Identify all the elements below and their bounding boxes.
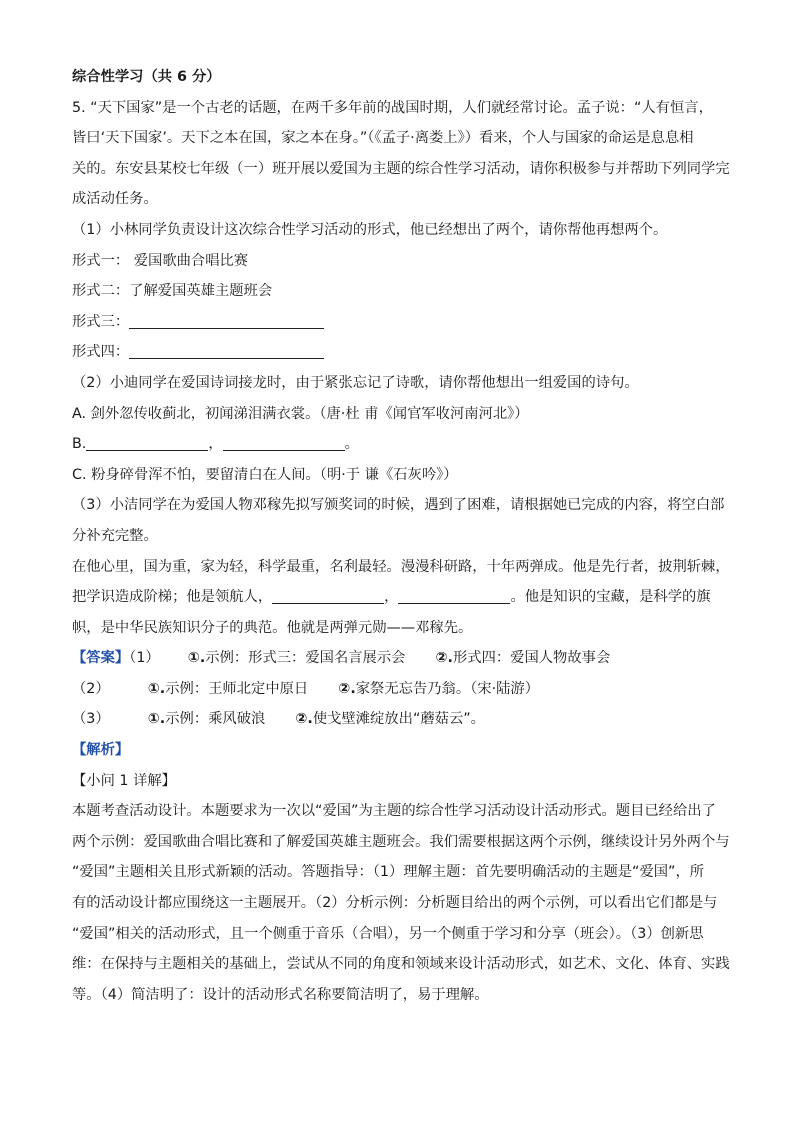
answer-index-2: ②. bbox=[435, 650, 453, 667]
answer-index-2: ②. bbox=[338, 680, 356, 697]
answer-num: （2） bbox=[72, 680, 110, 697]
form3-row bbox=[72, 307, 722, 338]
award-text-line: 在他心里，国为重，家为轻，科学最重，名利最轻。漫漫科研路，十年两弹成。他是先行者，披荆斩棘， bbox=[72, 558, 730, 575]
form4-label: 形式四： bbox=[72, 344, 130, 361]
analysis-line: 维：在保持与主题相关的基础上，尝试从不同的角度和领域来设计活动形式，如艺术、文化、体育、实践 bbox=[72, 956, 730, 973]
question-intro-line: 关的。东安县某校七年级（一）班开展以爱国为主题的综合性学习活动，请你积极参与并帮助下列同学完 bbox=[72, 160, 730, 177]
form4-blank bbox=[129, 340, 324, 359]
answer-text: 家祭无忘告乃翁。（宋·陆游） bbox=[355, 680, 540, 697]
award-text-part: 。他是知识的宝藏，是科学的旗 bbox=[510, 589, 711, 606]
q2-prompt: （2）小迪同学在爱国诗词接龙时，由于紧张忘记了诗歌，请你帮他想出一组爱国的诗句。 bbox=[72, 374, 639, 391]
award-blank-2 bbox=[398, 585, 510, 604]
answer-text: 示例：形式三：爱国名言展示会 bbox=[205, 650, 406, 667]
poem-b-sep: ， bbox=[208, 436, 223, 453]
poem-b-row bbox=[72, 429, 722, 460]
question-intro-line: 皆曰‘天下国家’。天下之本在国，家之本在身。”（《孟子·离娄上》）看来，个人与国家的命运是息息相 bbox=[72, 130, 694, 147]
analysis-line: “爱国”主题相关且形式新颖的活动。答题指导：（1）理解主题：首先要明确活动的主题是“爱国”，所 bbox=[72, 864, 705, 881]
poem-c: C. 粉身碎骨浑不怕，要留清白在人间。（明·于 谦《石灰吟》） bbox=[72, 466, 458, 483]
answer-row-1 bbox=[72, 643, 722, 674]
answer-text: 使戈壁滩绽放出“蘑菇云”。 bbox=[312, 711, 485, 728]
form1-text: 形式一： 爱国歌曲合唱比赛 bbox=[72, 252, 249, 269]
analysis-sub-label: 【小问 1 详解】 bbox=[72, 772, 176, 789]
poem-b-label: B. bbox=[72, 436, 87, 453]
question-intro-line: 成活动任务。 bbox=[72, 191, 158, 208]
form3-label: 形式三： bbox=[72, 313, 130, 330]
analysis-line: 等。（4）简洁明了：设计的活动形式名称要简洁明了，易于理解。 bbox=[72, 986, 489, 1003]
answer-index-2: ②. bbox=[295, 711, 313, 728]
poem-a: A. 剑外忽传收蓟北，初闻涕泪满衣裳。（唐·杜 甫《闻官军收河南河北》） bbox=[72, 405, 529, 422]
form2-text: 形式二：了解爱国英雄主题班会 bbox=[72, 283, 273, 300]
q3-prompt-line: 分补充完整。 bbox=[72, 527, 158, 544]
award-text-part: 把学识造成阶梯；他是领航人， bbox=[72, 589, 273, 606]
poem-b-blank-2 bbox=[223, 432, 345, 451]
answer-index-1: ①. bbox=[187, 650, 206, 667]
award-sep: ， bbox=[384, 589, 399, 606]
analysis-line: 有的活动设计都应围绕这一主题展开。（2）分析示例：分析题目给出的两个示例，可以看出它们都是与 bbox=[72, 895, 718, 912]
q1-prompt: （1）小林同学负责设计这次综合性学习活动的形式，他已经想出了两个，请你帮他再想两个。 bbox=[72, 221, 668, 238]
award-blank-1 bbox=[272, 585, 384, 604]
analysis-line: 本题考查活动设计。本题要求为一次以“爱国”为主题的综合性学习活动设计活动形式。题目已经给出了 bbox=[72, 803, 716, 820]
poem-b-end: 。 bbox=[344, 436, 359, 453]
analysis-line: “爱国”相关的活动形式，且一个侧重于音乐（合唱），另一个侧重于学习和分享（班会）。（3）创新思 bbox=[72, 925, 704, 942]
answer-row-3 bbox=[72, 704, 722, 735]
analysis-line: 两个示例：爱国歌曲合唱比赛和了解爱国英雄主题班会。我们需要根据这两个示例，继续设计另外两个与 bbox=[72, 833, 730, 850]
answer-label: 【答案】 bbox=[72, 650, 130, 667]
answer-index-1: ①. bbox=[147, 711, 166, 728]
form4-row bbox=[72, 337, 722, 368]
section-title: 综合性学习（共 6 分） bbox=[72, 69, 221, 85]
analysis-label: 【解析】 bbox=[72, 742, 130, 759]
q3-prompt-line: （3）小洁同学在为爱国人物邓稼先拟写颁奖词的时候，遇到了困难，请根据她已完成的内容，将空白部 bbox=[72, 497, 725, 514]
answer-num: （1） bbox=[129, 650, 160, 667]
answer-index-1: ①. bbox=[147, 680, 166, 697]
poem-b-blank-1 bbox=[86, 432, 208, 451]
answer-text: 形式四：爱国人物故事会 bbox=[452, 650, 611, 667]
document-page bbox=[72, 62, 730, 1010]
answer-num: （3） bbox=[72, 711, 110, 728]
award-text-row bbox=[72, 582, 722, 613]
answer-text: 示例：乘风破浪 bbox=[165, 711, 266, 728]
form3-blank bbox=[129, 310, 324, 329]
answer-row-2 bbox=[72, 674, 722, 705]
award-text-line: 帜，是中华民族知识分子的典范。他就是两弹元勋——邓稼先。 bbox=[72, 619, 473, 636]
answer-text: 示例：王师北定中原日 bbox=[165, 680, 309, 697]
question-intro-line: 5. “天下国家”是一个古老的话题，在两千多年前的战国时期，人们就经常讨论。孟子说：“人有恒言， bbox=[72, 99, 713, 116]
